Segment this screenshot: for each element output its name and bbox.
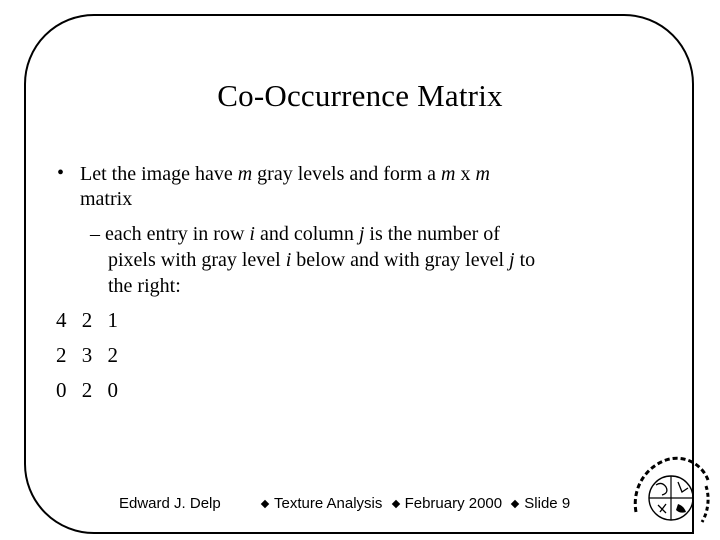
- matrix-row-1: 4 2 1: [56, 308, 123, 332]
- var-j: j: [358, 223, 365, 245]
- sub-bullet-text: below and with gray level: [291, 249, 510, 271]
- footer-date: February 2000: [404, 495, 503, 512]
- bullet-text: Let the image have: [80, 163, 238, 185]
- bullet-text: x: [455, 163, 476, 185]
- diamond-bullet-icon: [391, 499, 399, 507]
- sub-bullet-text: pixels with gray level: [108, 249, 286, 271]
- var-m: m: [441, 163, 456, 185]
- diamond-bullet-icon: [261, 499, 269, 507]
- sub-bullet-text: – each entry in row: [90, 223, 250, 245]
- sub-bullet-text: is the number of: [364, 223, 500, 245]
- var-m: m: [475, 163, 490, 185]
- matrix-row-3: 0 2 0: [56, 378, 123, 402]
- footer-author: Edward J. Delp: [119, 495, 221, 512]
- diamond-bullet-icon: [511, 499, 519, 507]
- bullet-dot-icon: •: [57, 162, 65, 184]
- footer-course: Texture Analysis: [274, 495, 383, 512]
- slide-title: Co-Occurrence Matrix: [217, 78, 503, 113]
- sub-bullet-text: to: [514, 249, 536, 271]
- footer-info: [256, 495, 570, 512]
- var-j: j: [509, 249, 515, 271]
- sub-bullet-text: and column: [254, 223, 359, 245]
- footer-slide-number: Slide 9: [524, 495, 571, 512]
- bullet-line-1: [80, 162, 490, 186]
- purdue-university-seal-icon: [626, 450, 716, 540]
- bullet-line-2: matrix: [80, 188, 133, 210]
- sub-bullet-line-1: [90, 222, 500, 246]
- sub-bullet-line-3: the right:: [108, 275, 181, 297]
- var-i: i: [249, 223, 255, 245]
- var-m: m: [237, 163, 253, 185]
- sub-bullet-line-2: [108, 248, 535, 272]
- bullet-text: gray levels and form a: [252, 163, 441, 185]
- matrix-row-2: 2 3 2: [56, 343, 123, 367]
- var-i: i: [285, 249, 292, 271]
